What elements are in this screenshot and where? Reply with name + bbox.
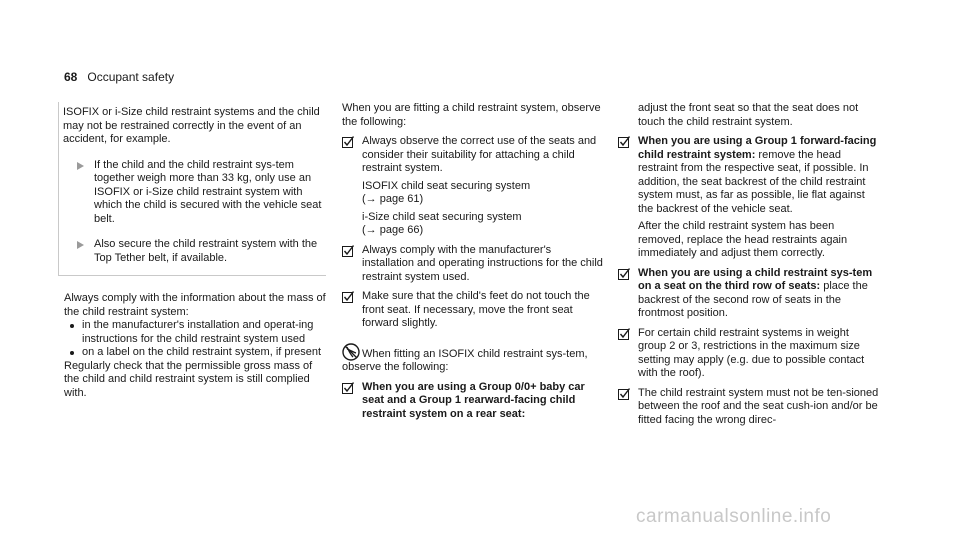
page-ref[interactable]: (→ page 61) [362, 193, 424, 205]
check-item [618, 135, 880, 261]
check-item [342, 244, 604, 285]
check-text-bold: When you are using a Group 1 forward-facing child restraint system: [638, 135, 877, 161]
note-item [63, 159, 326, 227]
page-ref[interactable]: (→ page 66) [362, 224, 424, 236]
bullet-text: in the manufacturer's installation and operat-ing instructions for the child restraint system used [82, 319, 314, 345]
checkbox-icon [342, 291, 354, 303]
column-3 [618, 102, 880, 427]
bullet-text: on a label on the child restraint system, if present [82, 346, 322, 358]
section-title: Occupant safety [87, 70, 175, 84]
bullet-dot-icon [70, 351, 74, 355]
note-item-text: Also secure the child restraint system with the Top Tether belt, if available. [94, 238, 318, 264]
regularly-check-text: Regularly check that the permissible gross mass of the child and child restraint system is still complied with. [64, 359, 313, 399]
isofix-fit-text: When fitting an ISOFIX child restraint sys-tem, observe the following: [342, 347, 588, 373]
note-item [63, 238, 326, 265]
triangle-bullet-icon [77, 162, 84, 170]
note-item-text: If the child and the child restraint sys-tem together weigh more than 33 kg, only use an ISOFIX or i-Size child restraint system with which the child is secured with the vehicle seat belt. [94, 158, 322, 225]
note-intro: ISOFIX or i-Size child restraint systems and the child may not be restrained correctly in the event of an accident, for example. [63, 106, 320, 145]
column-1 [64, 102, 326, 400]
checkbox-icon [618, 328, 630, 340]
isofix-fitting-note [342, 343, 604, 375]
page-number: 68 [64, 70, 78, 84]
check-text-bold: When you are using a Group 0/0+ baby car seat and a Group 1 rearward-facing child restraint system on a rear seat: [362, 380, 585, 420]
checkbox-icon [618, 268, 630, 280]
checkbox-icon [342, 245, 354, 257]
check-item [342, 381, 604, 422]
fitting-intro: When you are fitting a child restraint system, observe the following: [342, 102, 601, 128]
isize-text: i-Size child seat securing system [362, 210, 522, 223]
check-text: Always comply with the manufacturer's installation and operating instructions for the child restraint system used. [362, 243, 603, 283]
checkbox-icon [342, 136, 354, 148]
check-text: For certain child restraint systems in weight group 2 or 3, restrictions in the maximum size setting may apply (e.g. due to possible contact with the roof). [638, 326, 865, 379]
check-text-bold: When you are using a child restraint sys-tem on a seat on the third row of seats: [638, 266, 873, 292]
warning-note-box [58, 102, 326, 276]
check-item [618, 267, 880, 321]
column-2 [342, 102, 604, 421]
checkbox-icon [618, 136, 630, 148]
check-text: Make sure that the child's feet do not touch the front seat. If necessary, move the front seat forward slightly. [362, 290, 590, 329]
triangle-bullet-icon [77, 241, 84, 249]
check-text: The child restraint system must not be ten-sioned between the roof and the seat cush-ion and/or be fitted facing the wrong direc- [638, 386, 879, 426]
watermark: carmanualsonline.info [636, 506, 832, 527]
check-item [618, 387, 880, 428]
bullet-item [64, 319, 326, 346]
checkbox-icon [342, 382, 354, 394]
continued-text: adjust the front seat so that the seat does not touch the child restraint system. [638, 102, 859, 128]
after-removal-text: After the child restraint system has been removed, replace the head restraints again immediately and adjust them correctly. [638, 220, 848, 259]
check-item [342, 290, 604, 331]
check-item [618, 327, 880, 381]
checkbox-icon [618, 388, 630, 400]
child-seat-icon [342, 343, 360, 361]
check-text: Always observe the correct use of the seats and consider their suitability for attaching a child restraint system. [362, 135, 597, 174]
always-comply-text: Always comply with the information about the mass of the child restraint system: [64, 292, 326, 318]
bullet-dot-icon [70, 324, 74, 328]
isofix-text: ISOFIX child seat securing system [362, 179, 531, 192]
check-item [342, 135, 604, 238]
bullet-item [64, 346, 326, 360]
page-header [64, 70, 174, 84]
check-text: place the backrest of the second row of seats in the frontmost position. [638, 280, 868, 319]
check-text: remove the head restraint from the respective seat, if possible. In addition, the seat backrest of the child restraint system must, as far as possible, lie flat against the backrest of the vehicle seat. [638, 148, 869, 215]
